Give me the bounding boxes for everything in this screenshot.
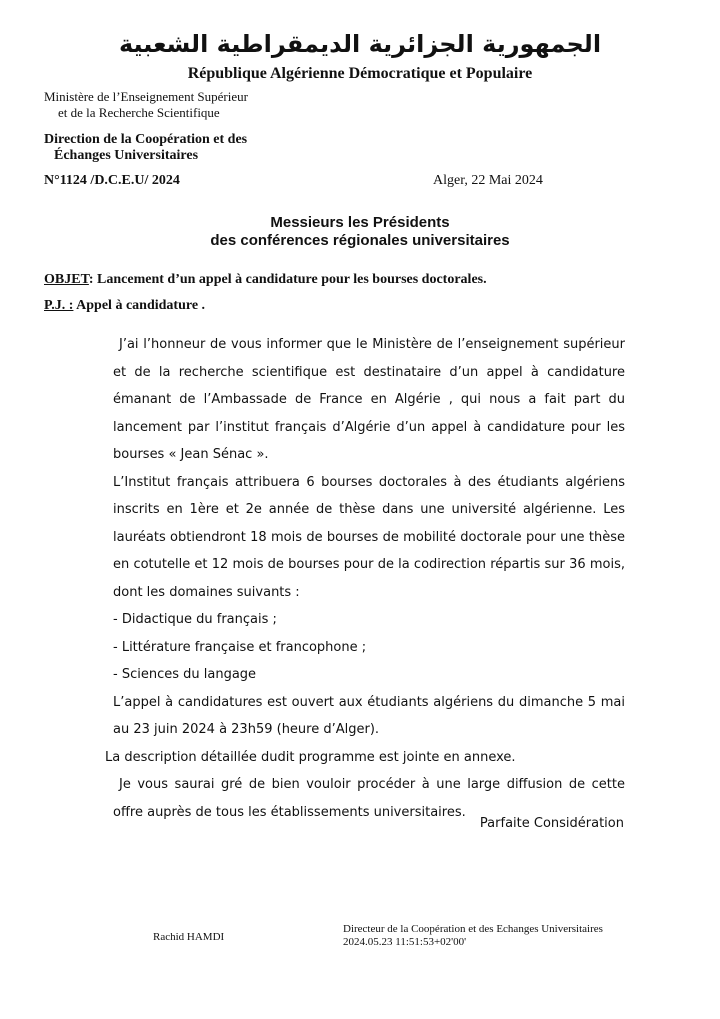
- signature-timestamp: 2024.05.23 11:51:53+02'00': [343, 936, 467, 948]
- body-paragraph-4: La description détaillée dudit programme est jointe en annexe.: [105, 749, 516, 765]
- reference-number: N°1124 /D.C.E.U/ 2024: [44, 173, 180, 188]
- domain-item-1: - Didactique du français ;: [113, 612, 277, 627]
- ministry-line-2: et de la Recherche Scientifique: [58, 105, 220, 120]
- direction-block: [44, 132, 247, 164]
- ministry-line-1: Ministère de l’Enseignement Supérieur: [44, 89, 248, 104]
- signer-name: Rachid HAMDI: [153, 931, 225, 943]
- addressee-block: [0, 214, 720, 250]
- arabic-country-title: الجمهورية الجزائرية الديمقراطية الشعبية: [118, 30, 602, 58]
- signer-title: Directeur de la Coopération et des Echanges Universitaires: [343, 923, 603, 935]
- addressee-line-2: des conférences régionales universitaires: [210, 232, 510, 249]
- addressee-line-1: Messieurs les Présidents: [270, 214, 450, 231]
- direction-line-2: Échanges Universitaires: [54, 148, 199, 163]
- digital-signature-block: [343, 923, 603, 949]
- domain-item-3: - Sciences du langage: [113, 667, 257, 682]
- republic-title: République Algérienne Démocratique et Populaire: [187, 65, 533, 82]
- attachment-line: [44, 298, 205, 314]
- direction-line-1: Direction de la Coopération et des: [44, 132, 248, 147]
- subject-text: : Lancement d’un appel à candidature pour les bourses doctorales.: [88, 272, 487, 287]
- place-date: Alger, 22 Mai 2024: [433, 173, 543, 188]
- body-paragraph-2: L’Institut français attribuera 6 bourses doctorales à des étudiants algériens inscrits en 1ère et 2e année de thèse dans une université algérienne. Les lauréats obtiendront 18 mois de bourses de mobilité doctorale pour une thèse en cotutelle et 12 mois de bourses pour de la codirection répartis sur 36 mois, dont les domaines suivants :: [113, 474, 625, 600]
- subject-line: [44, 272, 487, 288]
- domain-item-2: - Littérature française et francophone ;: [113, 639, 367, 655]
- body-paragraph-3: L’appel à candidatures est ouvert aux étudiants algériens du dimanche 5 mai au 23 juin 2024 à 23h59 (heure d’Alger).: [113, 694, 625, 737]
- closing-formula: Parfaite Considération: [479, 816, 624, 831]
- subject-label: OBJET: [44, 272, 89, 287]
- attachment-label: P.J. :: [44, 298, 74, 313]
- ministry-block: [44, 89, 248, 121]
- attachment-text: Appel à candidature .: [73, 298, 206, 313]
- body-paragraph-5: Je vous saurai gré de bien vouloir procéder à une large diffusion de cette offre auprès de tous les établissements universitaires.: [113, 777, 625, 820]
- letter-body: [105, 331, 625, 826]
- body-paragraph-1: J’ai l’honneur de vous informer que le Ministère de l’enseignement supérieur et de la recherche scientifique est destinataire d’un appel à candidature émanant de l’Ambassade de France en Algérie , qui nous a fait part du lancement par l’institut français d’Algérie d’un appel à candidature pour les bourses « Jean Sénac ».: [113, 337, 625, 462]
